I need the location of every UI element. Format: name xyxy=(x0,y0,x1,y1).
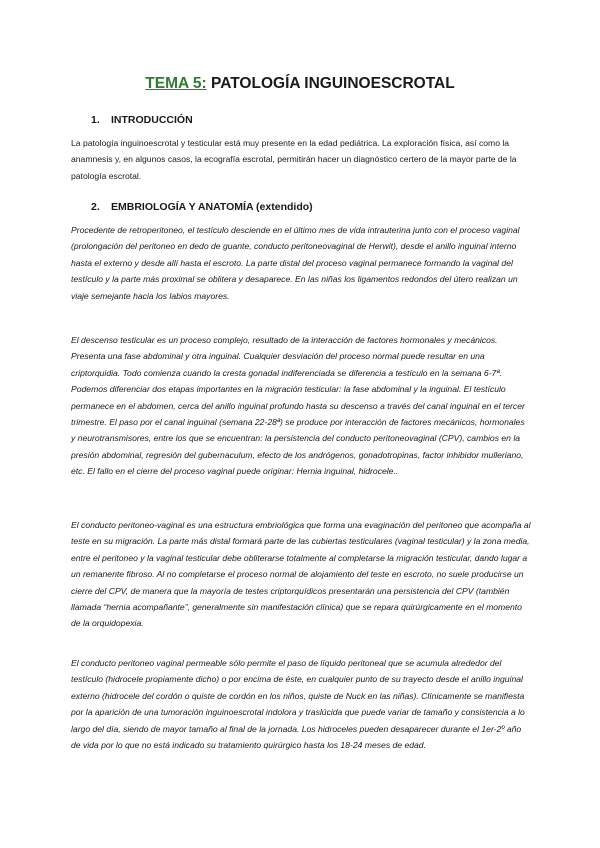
section-heading-text: INTRODUCCIÓN xyxy=(111,114,193,126)
section-number: 1. xyxy=(91,114,100,126)
paragraph-conducto-peritoneo-vaginal: El conducto peritoneo-vaginal es una estructura embriológica que forma una evaginación del peritoneo que acompaña al teste en su migración. La parte más distal formará parte de las cubiertas testiculares (vaginal testicular) y la zona media, entre el peritoneo y la vaginal testicular debe obliterarse totalmente al completarse la migración testicular, dando lugar a un remanente fibroso. Al no completarse el proceso normal de alojamiento del teste en escroto, no suele producirse un cierre del CPV, de manera que la mayoría de testes criptorquídicos presentarán una persistencia del CPV (también llamada “hernia acompañante”, generalmente sin manifestación clínica) que se repara quirúrgicamente en el momento de la orquidopexia. xyxy=(71,520,531,629)
section-heading-introduccion xyxy=(91,114,193,126)
paragraph-descenso-testicular: El descenso testicular es un proceso complejo, resultado de la interacción de factores hormonales y mecánicos. Presenta una fase abdominal y otra inguinal. Cualquier desviación del proceso normal puede resultar en una criptorquidia. Todo comienza cuando la cresta gonadal indiferenciada se diferencia a testículo en la semana 6-7ª. Podemos diferenciar dos etapas importantes en la migración testicular: la fase abdominal y la inguinal. El testículo permanece en el abdomen, cerca del anillo inguinal profundo hasta su descenso a través del canal inguinal en el tercer trimestre. El paso por el canal inguinal (semana 22-28ª) se produce por interacción de factores mecánicos, hormonales y neurotransmisores, entre los que se encuentran: la persistencia del conducto peritoneovaginal (CPV), cambios en la presión abdominal, regresión del gubernaculum, efecto de los andrógenos, gonadotropinas, factor inhibidor mulleriano, etc. El fallo en el cierre del proceso vaginal puede originar: Hernia inguinal, hidrocele.. xyxy=(71,335,525,477)
title-text: PATOLOGÍA INGUINOESCROTAL xyxy=(211,75,455,92)
paragraph-hidrocele: El conducto peritoneo vaginal permeable sólo permite el paso de líquido peritoneal que se acumula alrededor del testículo (hidrocele propiamente dicho) o por encima de éste, en cualquier punto de su trayecto desde el anillo inguinal externo (hidrocele del cordón o quiste de cordón en los niños, quiste de Nuck en las niñas). Clínicamente se manifiesta por la aparición de una tumoración inguinoescrotal indolora y traslúcida que puede variar de tamaño y consistencia a lo largo del día, siendo de mayor tamaño al final de la jornada. Los hidroceles pueden desaparecer durante el 1er-2º año de vida por lo que no está indicado su tratamiento quirúrgico hasta los 18-24 meses de edad. xyxy=(71,658,525,751)
paragraph-introduccion: La patología inguinoescrotal y testicular está muy presente en la edad pediátrica. La exploración física, así como la anamnesis y, en algunos casos, la ecografía escrotal, permitirán hacer un diagnóstico certero de la mayor parte de la patología escrotal. xyxy=(71,138,517,181)
section-number: 2. xyxy=(91,201,100,213)
section-heading-embriologia xyxy=(91,201,313,213)
section-heading-text: EMBRIOLOGÍA Y ANATOMÍA (extendido) xyxy=(111,201,313,213)
title-prefix: TEMA 5: xyxy=(145,75,207,92)
page-title xyxy=(0,75,600,93)
paragraph-descenso: Procedente de retroperitoneo, el testículo desciende en el último mes de vida intrauterina junto con el proceso vaginal (prolongación del peritoneo en dedo de guante, conducto peritoneovaginal de Herwit), desde el anillo inguinal interno hasta el externo y desde allí hasta el escroto. La parte distal del proceso vaginal permanece formando la vaginal del testículo y la parte más proximal se oblitera y desaparece. En las niñas los ligamentos redondos del útero realizan un viaje semejante hacia los labios mayores. xyxy=(71,225,520,301)
